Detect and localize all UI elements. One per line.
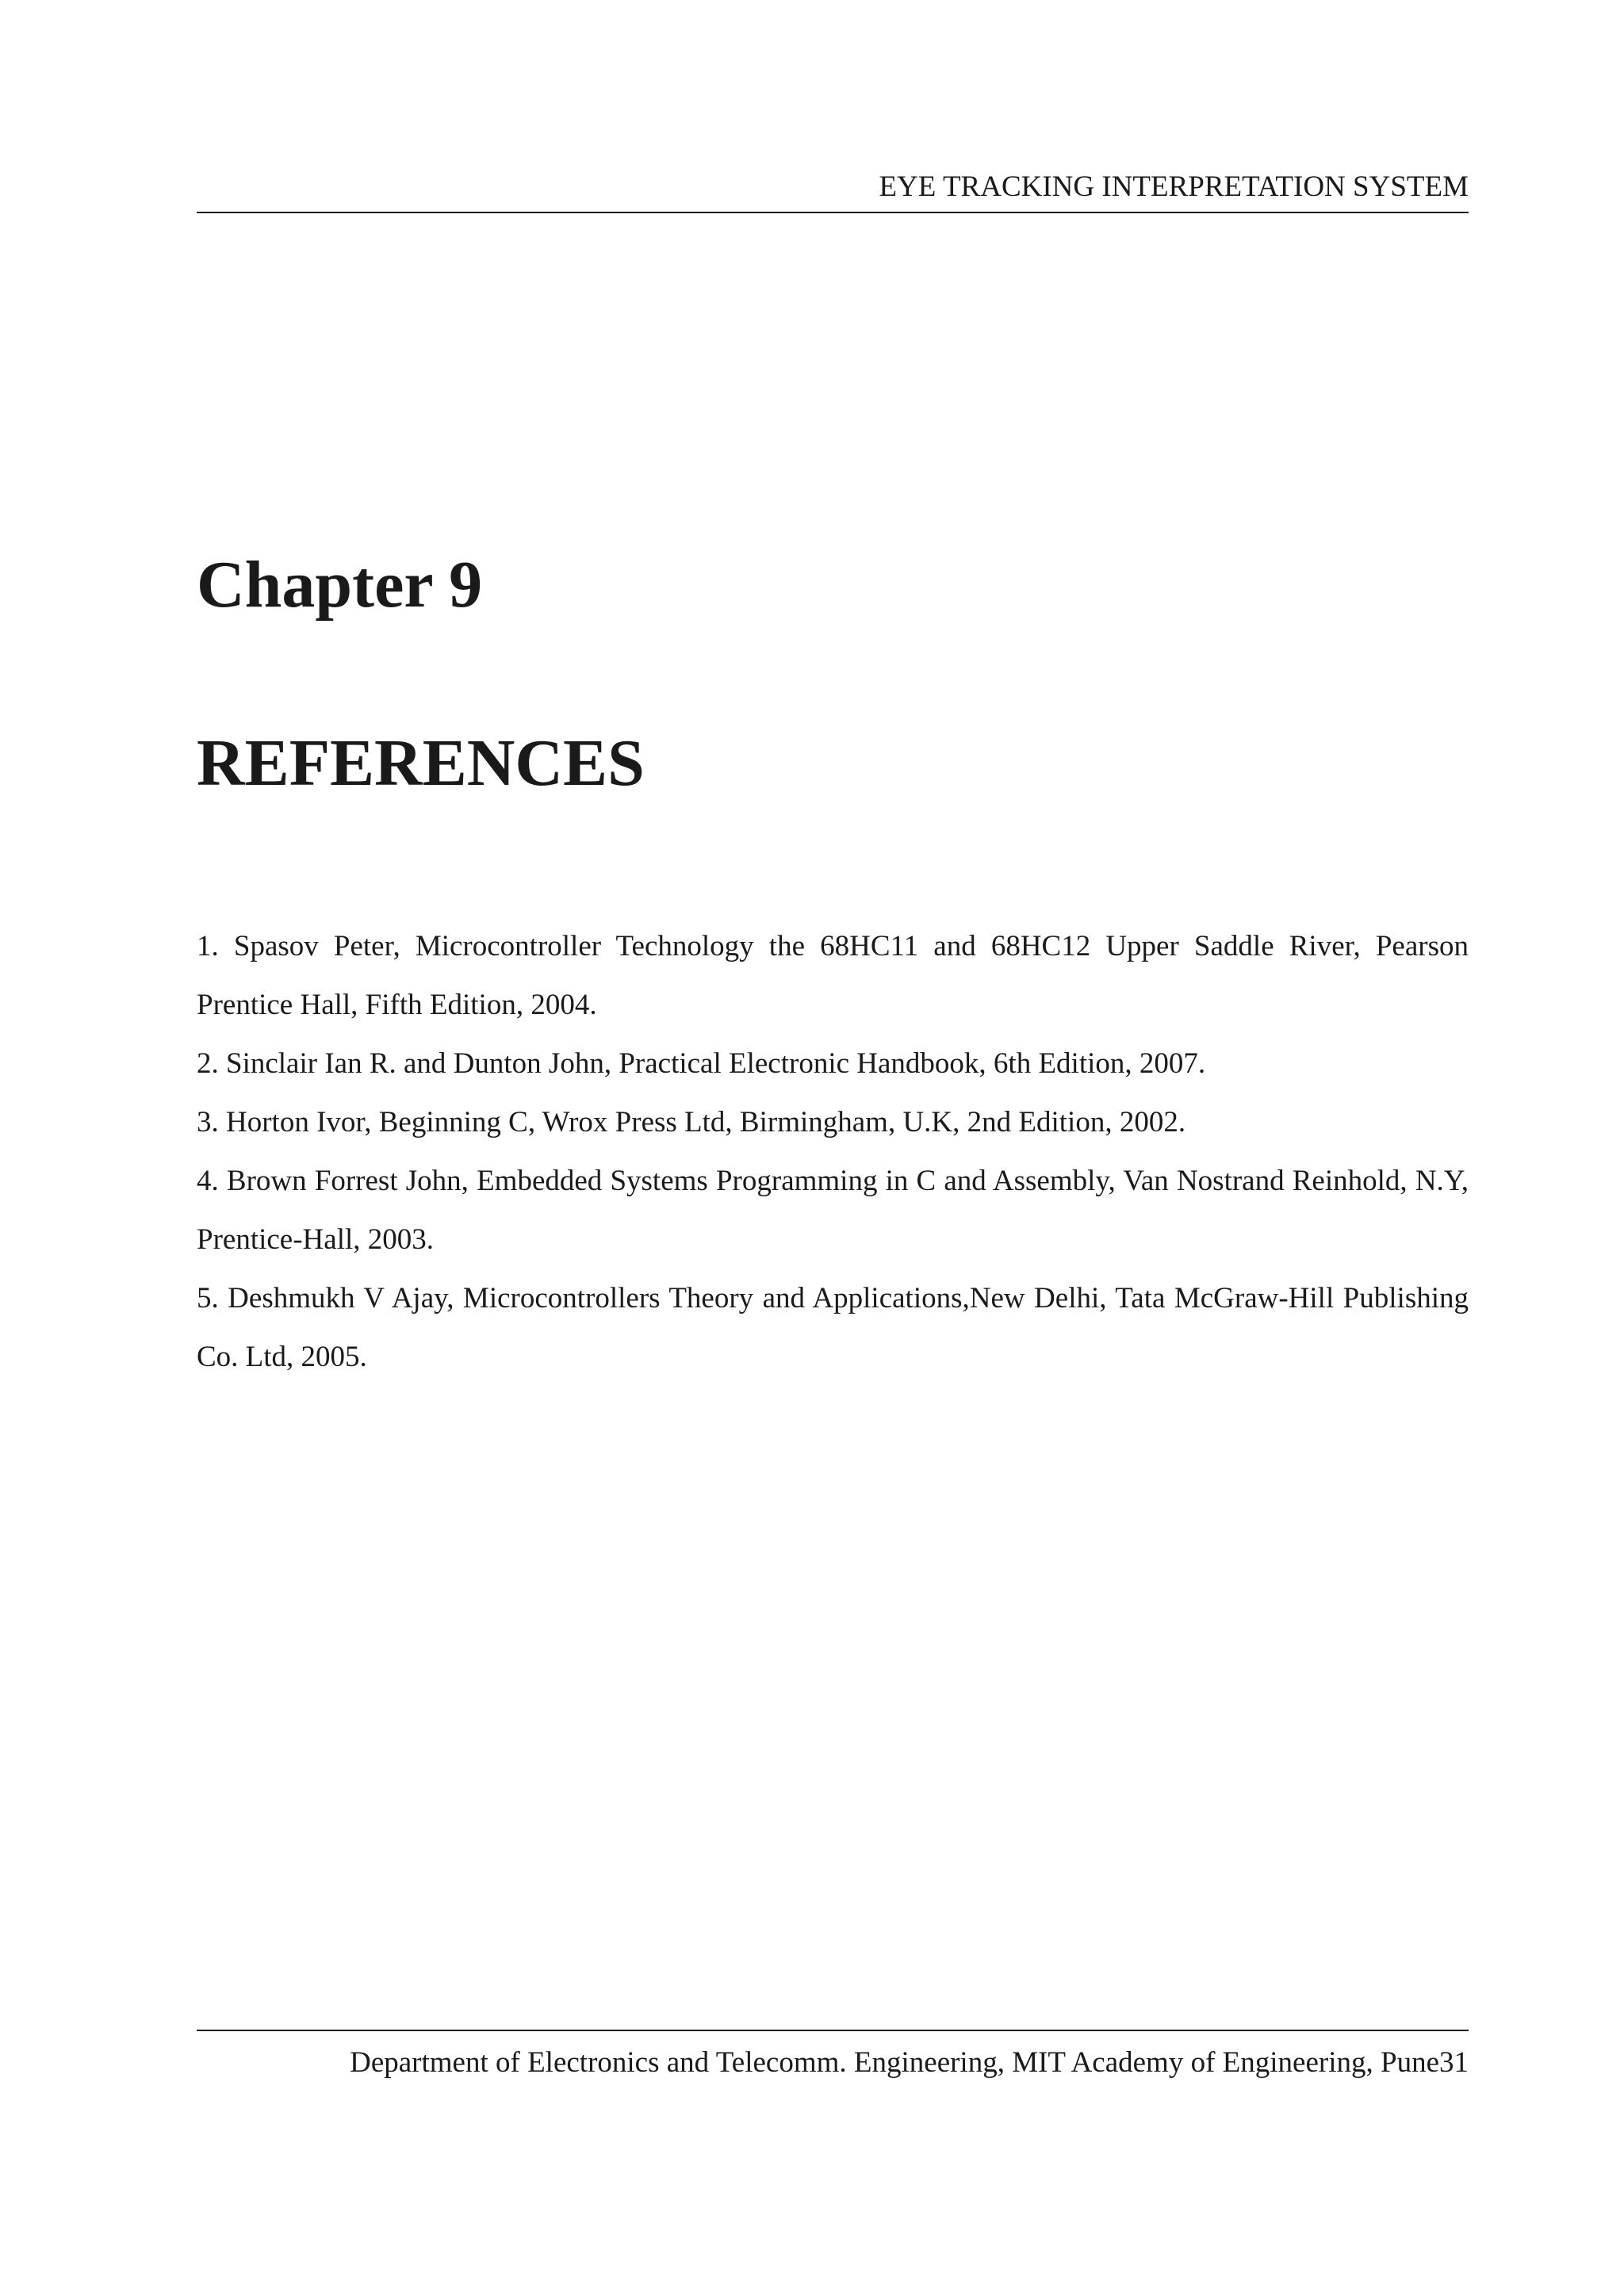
reference-item-1: 1. Spasov Peter, Microcontroller Technology the 68HC11 and 68HC12 Upper Saddle River, Pearson Prentice Hall, Fifth Edition, 2004. bbox=[197, 930, 1469, 1021]
running-header: EYE TRACKING INTERPRETATION SYSTEM bbox=[879, 170, 1469, 203]
reference-item-5: 5. Deshmukh V Ajay, Microcontrollers Theory and Applications,New Delhi, Tata McGraw-Hill Publishing Co. Ltd, 2005. bbox=[197, 1282, 1469, 1373]
reference-list bbox=[197, 917, 1469, 1387]
chapter-number: Chapter 9 bbox=[197, 548, 483, 622]
footer-rule bbox=[197, 2030, 1469, 2031]
reference-item-4: 4. Brown Forrest John, Embedded Systems Programming in C and Assembly, Van Nostrand Reinhold, N.Y, Prentice-Hall, 2003. bbox=[197, 1165, 1469, 1256]
header-rule bbox=[197, 212, 1469, 213]
reference-item-3: 3. Horton Ivor, Beginning C, Wrox Press Ltd, Birmingham, U.K, 2nd Edition, 2002. bbox=[197, 1106, 1186, 1138]
running-footer: Department of Electronics and Telecomm. Engineering, MIT Academy of Engineering, Pune31 bbox=[350, 2046, 1469, 2079]
chapter-title: REFERENCES bbox=[197, 726, 645, 800]
reference-item-2: 2. Sinclair Ian R. and Dunton John, Practical Electronic Handbook, 6th Edition, 2007. bbox=[197, 1047, 1206, 1080]
